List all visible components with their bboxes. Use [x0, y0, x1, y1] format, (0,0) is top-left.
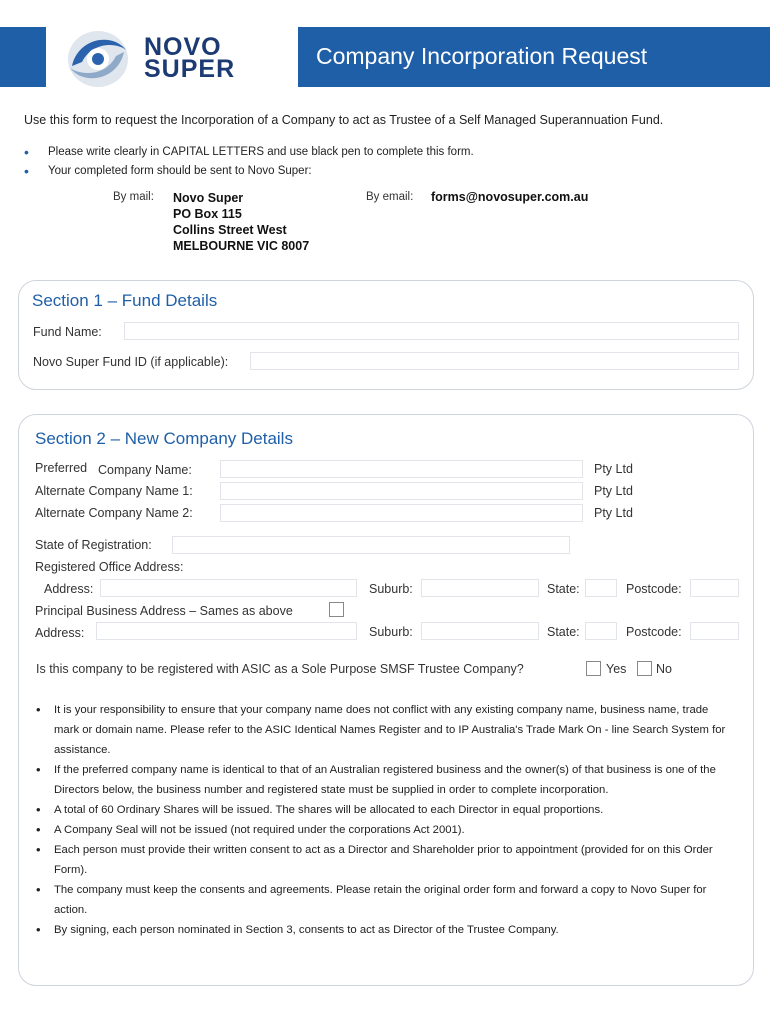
condition-item: • By signing, each person nominated in Section 3, consents to act as Director of the Trustee Company.: [36, 920, 736, 940]
pty-ltd-suffix: Pty Ltd: [594, 506, 633, 520]
address-line: Collins Street West: [173, 223, 287, 237]
condition-item: • It is your responsibility to ensure that your company name does not conflict with any existing company name, business name, trade mark or domain name. Please refer to the ASIC Identical Names Register and to IP Australia's Trade Mark On - line Search System for assistance.: [36, 700, 736, 760]
principal-postcode-label: Postcode:: [626, 625, 682, 639]
registered-office-label: Registered Office Address:: [35, 560, 184, 574]
principal-state-field[interactable]: [585, 622, 617, 640]
address-line: Novo Super: [173, 191, 244, 205]
reg-state-label: State:: [547, 582, 580, 596]
instructions-list: [24, 143, 474, 181]
fund-name-field[interactable]: [124, 322, 739, 340]
logo-text-novo: NOVO: [144, 33, 222, 61]
principal-business-label: Principal Business Address – Sames as above: [35, 604, 293, 618]
principal-postcode-field[interactable]: [690, 622, 739, 640]
state-registration-label: State of Registration:: [35, 538, 152, 552]
reg-address-label: Address:: [44, 582, 94, 596]
page-title: Company Incorporation Request: [316, 43, 648, 69]
novo-super-logo: [60, 26, 290, 92]
condition-item: • Each person must provide their written consent to act as a Director and Shareholder prior to appointment (provided for on this Order Form).: [36, 840, 736, 880]
logo-swirl-icon: [60, 26, 140, 92]
asic-yes-checkbox[interactable]: [586, 661, 601, 676]
alternate-company-name-1-field[interactable]: [220, 482, 583, 500]
principal-suburb-label: Suburb:: [369, 625, 413, 639]
mail-address: [173, 190, 309, 254]
email-address: forms@novosuper.com.au: [431, 190, 589, 204]
reg-address-field[interactable]: [100, 579, 357, 597]
alternate-name-1-label: Alternate Company Name 1:: [35, 484, 193, 498]
asic-no-checkbox[interactable]: [637, 661, 652, 676]
preferred-company-name-field[interactable]: [220, 460, 583, 478]
pty-ltd-suffix: Pty Ltd: [594, 462, 633, 476]
reg-postcode-field[interactable]: [690, 579, 739, 597]
by-mail-label: By mail:: [113, 191, 154, 203]
instruction-item: • Your completed form should be sent to Novo Super:: [24, 162, 474, 181]
asic-no-label: No: [656, 662, 672, 676]
state-registration-field[interactable]: [172, 536, 570, 554]
address-line: MELBOURNE VIC 8007: [173, 239, 310, 253]
alternate-name-2-label: Alternate Company Name 2:: [35, 506, 193, 520]
principal-address-label: Address:: [35, 626, 85, 640]
by-email-label: By email:: [366, 191, 414, 203]
intro-text: Use this form to request the Incorporation of a Company to act as Trustee of a Self Managed Superannuation Fund.: [24, 113, 664, 127]
preferred-label: Preferred: [35, 461, 88, 475]
fund-name-label: Fund Name:: [33, 325, 102, 339]
reg-suburb-label: Suburb:: [369, 582, 413, 596]
logo-text-super: SUPER: [144, 55, 236, 83]
condition-item: • A Company Seal will not be issued (not required under the corporations Act 2001).: [36, 820, 736, 840]
company-name-label: Company Name:: [98, 463, 192, 477]
reg-postcode-label: Postcode:: [626, 582, 682, 596]
pty-ltd-suffix: Pty Ltd: [594, 484, 633, 498]
reg-suburb-field[interactable]: [421, 579, 539, 597]
address-line: PO Box 115: [173, 207, 242, 221]
header-bar-left: [0, 27, 46, 87]
condition-item: • A total of 60 Ordinary Shares will be issued. The shares will be allocated to each Director in equal proportions.: [36, 800, 736, 820]
alternate-company-name-2-field[interactable]: [220, 504, 583, 522]
same-as-above-checkbox[interactable]: [329, 602, 344, 617]
reg-state-field[interactable]: [585, 579, 617, 597]
condition-item: • The company must keep the consents and agreements. Please retain the original order form and forward a copy to Novo Super for action.: [36, 880, 736, 920]
principal-suburb-field[interactable]: [421, 622, 539, 640]
asic-yes-label: Yes: [606, 662, 627, 676]
section2-title: Section 2 – New Company Details: [35, 429, 293, 448]
fund-id-label: Novo Super Fund ID (if applicable):: [33, 355, 229, 369]
conditions-list: [36, 700, 736, 940]
condition-item: • If the preferred company name is identical to that of an Australian registered business and the owner(s) of that business is one of the Directors below, the business number and registered state must be supplied in order to complete incorporation.: [36, 760, 736, 800]
principal-state-label: State:: [547, 625, 580, 639]
section1-title: Section 1 – Fund Details: [32, 291, 218, 310]
instruction-item: • Please write clearly in CAPITAL LETTERS and use black pen to complete this form.: [24, 143, 474, 162]
asic-question: Is this company to be registered with ASIC as a Sole Purpose SMSF Trustee Company?: [36, 662, 524, 676]
fund-id-field[interactable]: [250, 352, 739, 370]
principal-address-field[interactable]: [96, 622, 357, 640]
